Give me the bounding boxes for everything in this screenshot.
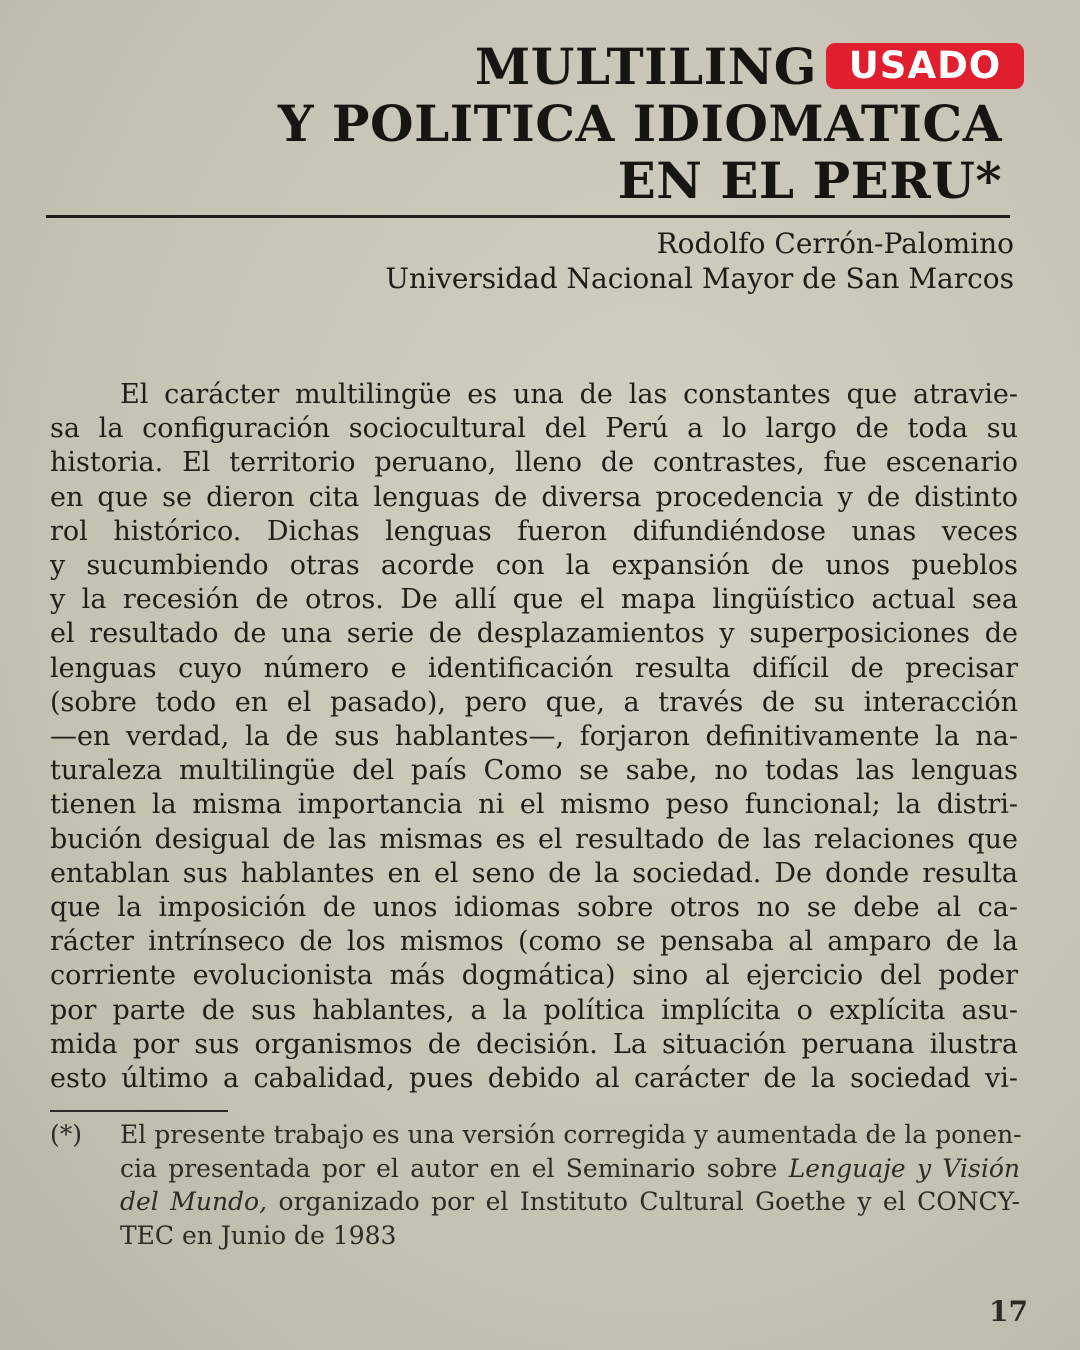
- body-line: —en verdad, la de sus hablantes—, forjaron definitivamente la na-: [50, 721, 1018, 753]
- body-line: sa la configuración sociocultural del Perú a lo largo de toda su: [50, 413, 1018, 445]
- title-divider: [46, 215, 1010, 218]
- author-affiliation: Universidad Nacional Mayor de San Marcos: [385, 262, 1014, 295]
- body-line: y sucumbiendo otras acorde con la expansión de unos pueblos: [50, 550, 1018, 582]
- footnote-mark: (*): [50, 1120, 83, 1149]
- body-line: (sobre todo en el pasado), pero que, a través de su interacción: [50, 686, 1018, 718]
- author-block: [385, 226, 1014, 296]
- body-line: tienen la misma importancia ni el mismo peso funcional; la distri-: [50, 789, 1018, 821]
- body-line: rol histórico. Dichas lenguas fueron difundiéndose unas veces: [50, 515, 1018, 547]
- footnote-line: TEC en Junio de 1983: [120, 1220, 397, 1250]
- body-line: turaleza multilingüe del país Como se sabe, no todas las lenguas: [50, 755, 1018, 787]
- page-number: 17: [989, 1295, 1028, 1328]
- footnote-line: [120, 1152, 1020, 1186]
- body-line: y la recesión de otros. De allí que el mapa lingüístico actual sea: [50, 584, 1018, 616]
- body-line: entablan sus hablantes en el seno de la sociedad. De donde resulta: [50, 857, 1018, 889]
- body-line: en que se dieron cita lenguas de diversa procedencia y de distinto: [50, 481, 1018, 513]
- body-paragraph: [50, 378, 1018, 1096]
- title-line-3: EN EL PERU*: [617, 151, 1002, 210]
- footnote: [50, 1118, 1020, 1252]
- body-line: esto último a cabalidad, pues debido al carácter de la sociedad vi-: [50, 1063, 1018, 1095]
- body-line: mida por sus organismos de decisión. La situación peruana ilustra: [50, 1028, 1018, 1060]
- footnote-line: El presente trabajo es una versión corregida y aumentada de la ponen-: [120, 1120, 1022, 1149]
- author-name: Rodolfo Cerrón-Palomino: [656, 227, 1014, 260]
- body-line: lenguas cuyo número e identificación resulta difícil de precisar: [50, 652, 1018, 684]
- body-line: corriente evolucionista más dogmática) sino al ejercicio del poder: [50, 960, 1018, 992]
- footnote-text: organizado por el Instituto Cultural Goethe y el CONCY-: [267, 1187, 1020, 1216]
- footnote-line: [120, 1185, 1020, 1219]
- body-line: El carácter multilingüe es una de las constantes que atravie-: [120, 379, 1018, 410]
- footnote-italic-title: del Mundo,: [120, 1187, 268, 1216]
- body-line: bución desigual de las mismas es el resultado de las relaciones que: [50, 823, 1018, 855]
- body-line: el resultado de una serie de desplazamientos y superposiciones de: [50, 618, 1018, 650]
- used-badge: USADO: [826, 43, 1024, 89]
- body-line: rácter intrínseco de los mismos (como se pensaba al amparo de la: [50, 926, 1018, 958]
- body-line: por parte de sus hablantes, a la política implícita o explícita asu-: [50, 994, 1018, 1026]
- body-line: historia. El territorio peruano, lleno de contrastes, fue escenario: [50, 447, 1018, 479]
- body-line: que la imposición de unos idiomas sobre otros no se debe al ca-: [50, 892, 1018, 924]
- title-line-2: Y POLITICA IDIOMATICA: [277, 94, 1002, 153]
- footnote-text: cia presentada por el autor en el Seminario sobre: [120, 1153, 789, 1183]
- footnote-divider: [50, 1110, 228, 1112]
- footnote-italic-title: Lenguaje y Visión: [788, 1153, 1020, 1183]
- title-line-1: MULTILING: [474, 37, 817, 96]
